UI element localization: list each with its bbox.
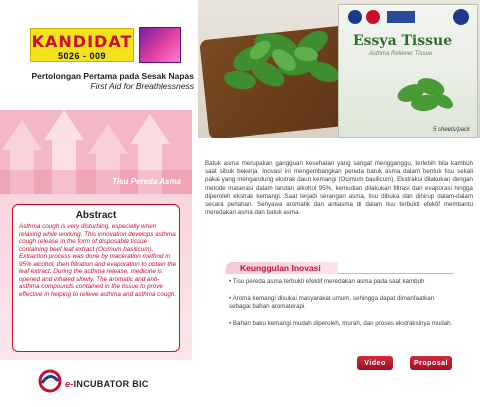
- product-title-en: First Aid for Breathlessness: [90, 81, 194, 91]
- left-column: [0, 0, 198, 407]
- description-text: Batuk asma merupakan gangguan kesehatan yang sangat mengganggu, terlebih bila kambuh saat sibuk bekerja. Inovasi ini mengembangkan pereda batuk asma dalam bentuk tisu sekali pakai yang mengandung ekstrak daun kemangi (Ocimum basilicum). Ekstraksi dilakukan dengan metode maserasi dalam larutan alkohol 95%, kemudian dilakukan filtrasi dan evaporasi hingga diperoleh ekstrak kemangi. Saat terjadi serangan asma, tisu dibuka dan dihirup dalam-dalam secara perlahan. Senyawa aromatik dan antiasma di dalam tisu terbukti efektif membantu meredakan asma dan batuk asma.: [205, 160, 473, 217]
- ibc-swirl-icon: [38, 369, 62, 393]
- ibc-prefix: e-: [65, 379, 74, 389]
- features-tab: [226, 262, 338, 274]
- pack-brand: Essya Tissue: [353, 33, 453, 49]
- event-logo: [139, 27, 181, 63]
- pack-count: 5 sheets/pack: [433, 127, 471, 133]
- features-header: [226, 262, 454, 274]
- proposal-button[interactable]: Proposal: [410, 356, 452, 370]
- abstract-box: [12, 204, 180, 352]
- video-button[interactable]: Video: [357, 356, 393, 370]
- feature-item-text: Aroma kemangi disukai masyarakat umum, sehingga dapat dimanfaatkan sebagai bahan aromaterapi.: [229, 295, 435, 310]
- sponsor-logos: [339, 5, 479, 29]
- ibc-logo: [38, 367, 168, 399]
- feature-item-text: Tisu pereda asma terbukti efektif meredakan asma pada saat kambuh: [232, 278, 425, 285]
- product-photo: [198, 0, 480, 138]
- abstract-heading: Abstract: [75, 210, 117, 221]
- feature-item: • Bahan baku kemangi mudah diperoleh, murah, dan proses ekstraksinya mudah.: [229, 320, 453, 327]
- tissue-pack: [338, 4, 478, 138]
- product-title-id: Pertolongan Pertama pada Sesak Napas: [31, 71, 194, 81]
- feature-item: • Tisu pereda asma terbukti efektif meredakan asma pada saat kambuh: [229, 278, 425, 285]
- ibc-label: INCUBATOR BIC: [73, 379, 149, 389]
- feature-item-text: Bahan baku kemangi mudah diperoleh, murah, dan proses ekstraksinya mudah.: [232, 320, 453, 327]
- badge-title: KANDIDAT: [31, 32, 133, 51]
- pack-leaf-icon: [391, 67, 457, 119]
- features-list: [229, 278, 454, 337]
- candidate-code: 5026 - 009: [57, 51, 107, 61]
- abstract-text: Asthma cough is very disturbing, especially when relaxing while working. This innovation develops asthma cough release in the form of disposable tissue containing beef leaf extract (Ocimum basilicum). Extraction process was done by maceration method in 95% alcohol, then filtration and evaporation to obtain the leaf extract. During the asthma release, medicine is opened and inhaled slowly. The aromatic and anti-asthma compounds contained in the tissue to prove effective in helping to relieve asthma and asthma cough.: [19, 223, 177, 298]
- ibc-name: [65, 379, 149, 389]
- pack-subtitle: Asthma Reliever Tissue: [369, 51, 433, 57]
- product-label: Tisu Pereda Asma: [112, 177, 181, 186]
- feature-item: • Aroma kemangi disukai masyarakat umum, sehingga dapat dimanfaatkan sebagai bahan aromaterapi.: [229, 295, 435, 310]
- features-heading: Keunggulan Inovasi: [240, 263, 321, 273]
- candidate-badge: [30, 28, 134, 62]
